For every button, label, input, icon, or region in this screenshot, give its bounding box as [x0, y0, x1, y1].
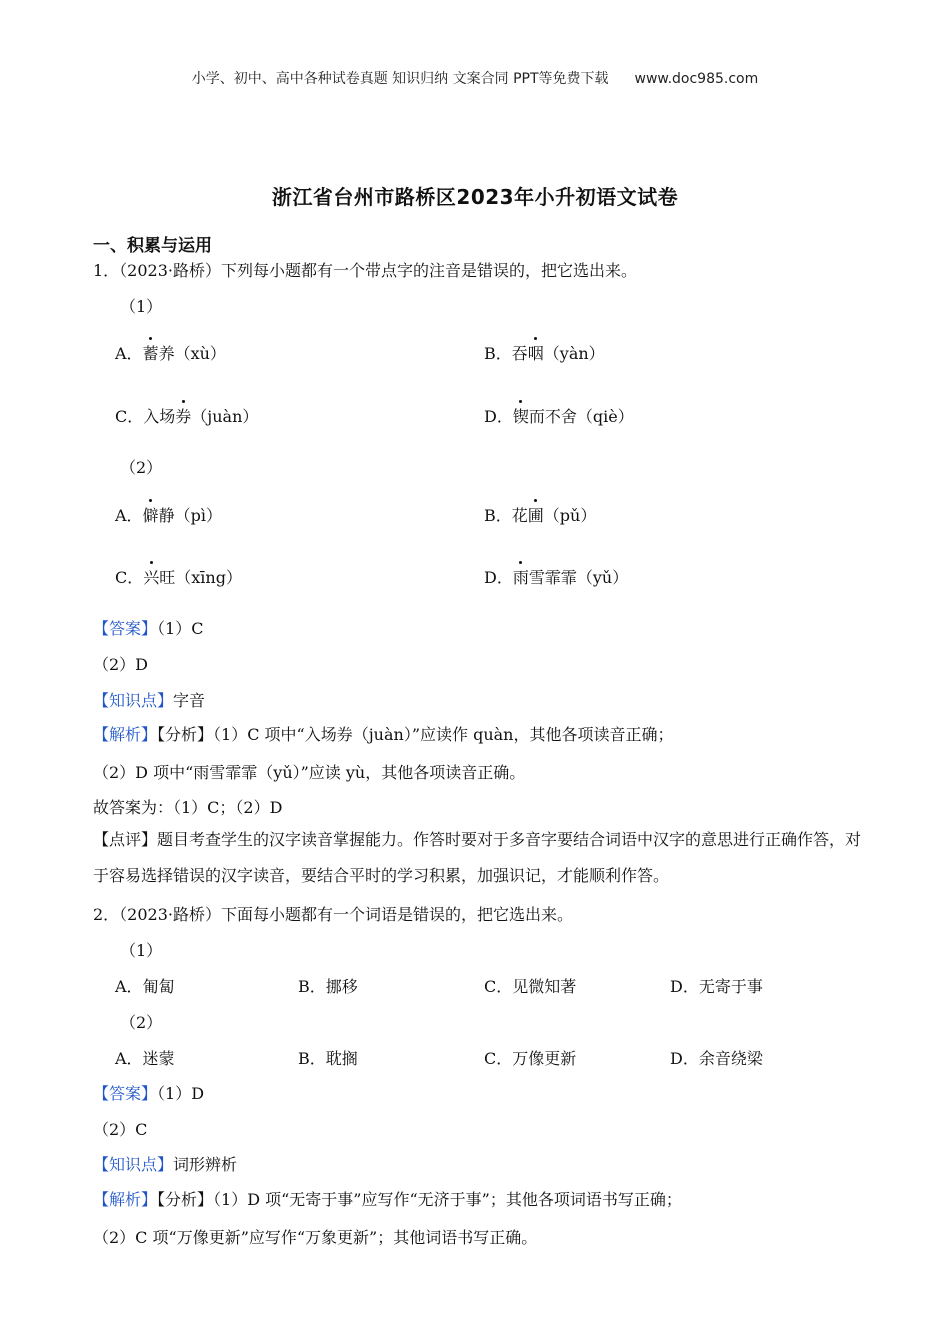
q2-part1-label: （1）	[120, 941, 163, 960]
q2-p1-option-a: A．匍匐	[115, 977, 175, 996]
q2-analysis-part2: （2）C 项“万像更新”应写作“万象更新”；其他词语书写正确。	[93, 1228, 538, 1247]
q1-analysis-part2: （2）D 项中“雨雪霏霏（yǔ）”应读 yù，其他各项读音正确。	[93, 763, 526, 782]
q1-analysis: 【解析】【分析】（1）C 项中“入场券（juàn）”应读作 quàn，其他各项读音正确；	[93, 725, 674, 744]
q1-p1-option-b: B．吞咽（yàn）	[484, 341, 605, 364]
header-text: 小学、初中、高中各种试卷真题 知识归纳 文案合同 PPT等免费下载	[191, 71, 609, 87]
q2-p1-option-b: B．挪移	[298, 977, 358, 996]
q2-p1-option-d: D．无寄于事	[670, 977, 763, 996]
header-site-link[interactable]: www.doc985.com	[634, 71, 759, 87]
q1-answer-part2: （2）D	[93, 655, 149, 674]
q1-p1-option-c: C．入场券（juàn）	[115, 404, 258, 427]
q1-part1-label: （1）	[120, 297, 163, 316]
document-title: 浙江省台州市路桥区2023年小升初语文试卷	[271, 185, 679, 209]
q1-p2-option-b: B．花圃（pǔ）	[484, 503, 596, 526]
q1-stem: 1．（2023·路桥）下列每小题都有一个带点字的注音是错误的，把它选出来。	[93, 261, 637, 280]
q1-p2-option-a: A．僻静（pì）	[115, 503, 222, 526]
section-heading: 一、积累与运用	[93, 236, 212, 256]
q2-p2-option-d: D．余音绕梁	[670, 1049, 763, 1068]
q2-analysis: 【解析】【分析】（1）D 项“无寄于事”应写作“无济于事”；其他各项词语书写正确；	[93, 1190, 682, 1209]
q2-knowledge-point: 【知识点】词形辨析	[93, 1155, 238, 1174]
q2-stem: 2．（2023·路桥）下面每小题都有一个词语是错误的，把它选出来。	[93, 905, 573, 924]
q2-part2-label: （2）	[120, 1013, 163, 1032]
q2-p2-option-a: A．迷蒙	[115, 1049, 175, 1068]
q2-p2-option-c: C．万像更新	[484, 1049, 577, 1068]
q1-part2-label: （2）	[120, 458, 163, 477]
q2-answer: 【答案】（1）D	[93, 1084, 205, 1103]
q1-comment: 【点评】题目考查学生的汉字读音掌握能力。作答时要对于多音字要结合词语中汉字的意思进行正确作答，对于容易选择错误的汉字读音，要结合平时的学习积累，加强识记，才能顺利作答。	[93, 830, 862, 885]
q2-answer-part2: （2）C	[93, 1120, 148, 1139]
q2-p2-option-b: B．耽搁	[298, 1049, 358, 1068]
q1-p1-option-a: A．蓄养（xù）	[115, 341, 226, 364]
q1-knowledge-point: 【知识点】字音	[93, 691, 206, 710]
q2-p1-option-c: C．见微知著	[484, 977, 577, 996]
q1-p2-option-d: D．雨雪霏霏（yǔ）	[484, 565, 628, 588]
q1-conclusion: 故答案为：（1）C；（2）D	[93, 798, 283, 817]
q1-p1-option-d: D．锲而不舍（qiè）	[484, 404, 634, 427]
q1-answer: 【答案】（1）C	[93, 619, 204, 638]
q1-p2-option-c: C．兴旺（xīng）	[115, 565, 242, 588]
page-header	[0, 68, 950, 88]
